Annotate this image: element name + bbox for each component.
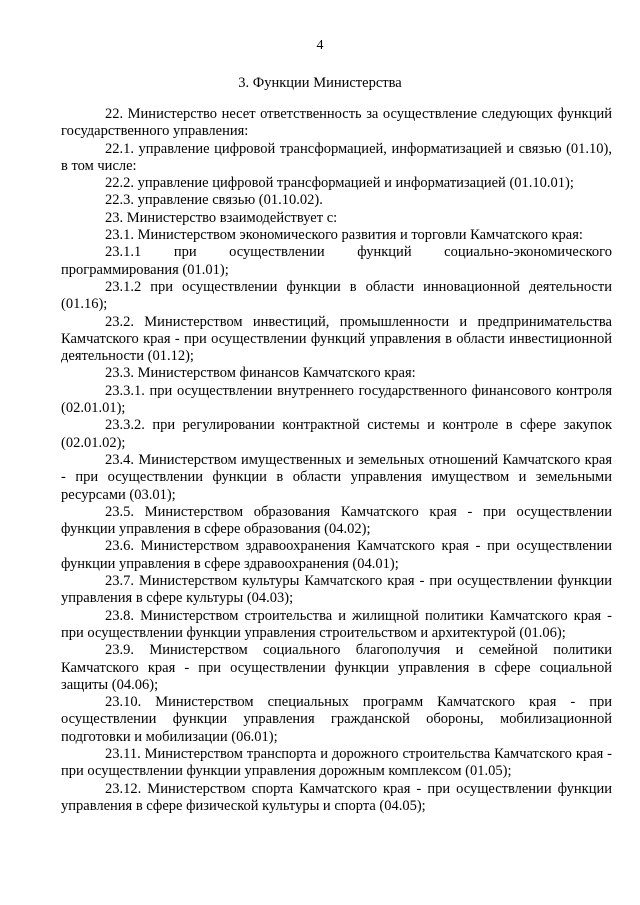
- paragraph: 23.2. Министерством инвестиций, промышленности и предпринимательства Камчатского края - при осуществлении функций управления в области инвестиционной деятельности (01.12);: [61, 313, 612, 365]
- paragraph: 23.7. Министерством культуры Камчатского края - при осуществлении функции управления в сфере культуры (04.03);: [61, 573, 612, 607]
- paragraph: 23.1.2 при осуществлении функции в области инновационной деятельности (01.16);: [61, 278, 612, 313]
- paragraph: 23.8. Министерством строительства и жилищной политики Камчатского края - при осуществлении функции управления строительством и архитектурой (01.06);: [61, 607, 612, 641]
- section-title: 3. Функции Министерства: [238, 75, 402, 91]
- paragraph: 23.9. Министерством социального благополучия и семейной политики Камчатского края - при осуществлении функции управления в сфере социальной защиты (04.06);: [61, 642, 612, 693]
- paragraph: 23. Министерство взаимодействует с:: [105, 209, 338, 226]
- page-number: 4: [316, 38, 324, 53]
- paragraph: 23.4. Министерством имущественных и земельных отношений Камчатского края - при осуществлении функции в области управления имуществом и земельными ресурсами (03.01);: [61, 451, 612, 503]
- paragraph: 23.5. Министерством образования Камчатского края - при осуществлении функции управления в сфере образования (04.02);: [61, 503, 612, 538]
- paragraph: 23.11. Министерством транспорта и дорожного строительства Камчатского края - при осуществлении функции управления дорожным комплексом (01.05);: [61, 745, 612, 780]
- paragraph: 23.1.1 при осуществлении функций социально-экономического программирования (01.01);: [61, 244, 612, 278]
- paragraph: 23.12. Министерством спорта Камчатского края - при осуществлении функции управления в сфере физической культуры и спорта (04.05);: [61, 780, 612, 814]
- paragraph: 23.3.2. при регулировании контрактной системы и контроле в сфере закупок (02.01.02);: [61, 417, 612, 451]
- paragraph: 23.1. Министерством экономического развития и торговли Камчатского края:: [105, 227, 583, 244]
- paragraph: 23.10. Министерством специальных программ Камчатского края - при осуществлении функции управления гражданской обороны, мобилизационной подготовки и мобилизации (06.01);: [61, 694, 612, 745]
- paragraph: 22.2. управление цифровой трансформацией и информатизацией (01.10.01);: [105, 175, 574, 192]
- paragraph: 22.1. управление цифровой трансформацией, информатизацией и связью (01.10), в том числе:: [61, 140, 612, 174]
- paragraph: 23.6. Министерством здравоохранения Камчатского края - при осуществлении функции управления в сфере здравоохранения (04.01);: [61, 538, 612, 572]
- document-body: [61, 106, 612, 815]
- paragraph: 22. Министерство несет ответственность за осуществление следующих функций государственного управления:: [61, 106, 612, 140]
- paragraph: 22.3. управление связью (01.10.02).: [105, 192, 323, 209]
- paragraph: 23.3.1. при осуществлении внутреннего государственного финансового контроля (02.01.01);: [61, 382, 612, 417]
- paragraph: 23.3. Министерством финансов Камчатского края:: [105, 365, 416, 382]
